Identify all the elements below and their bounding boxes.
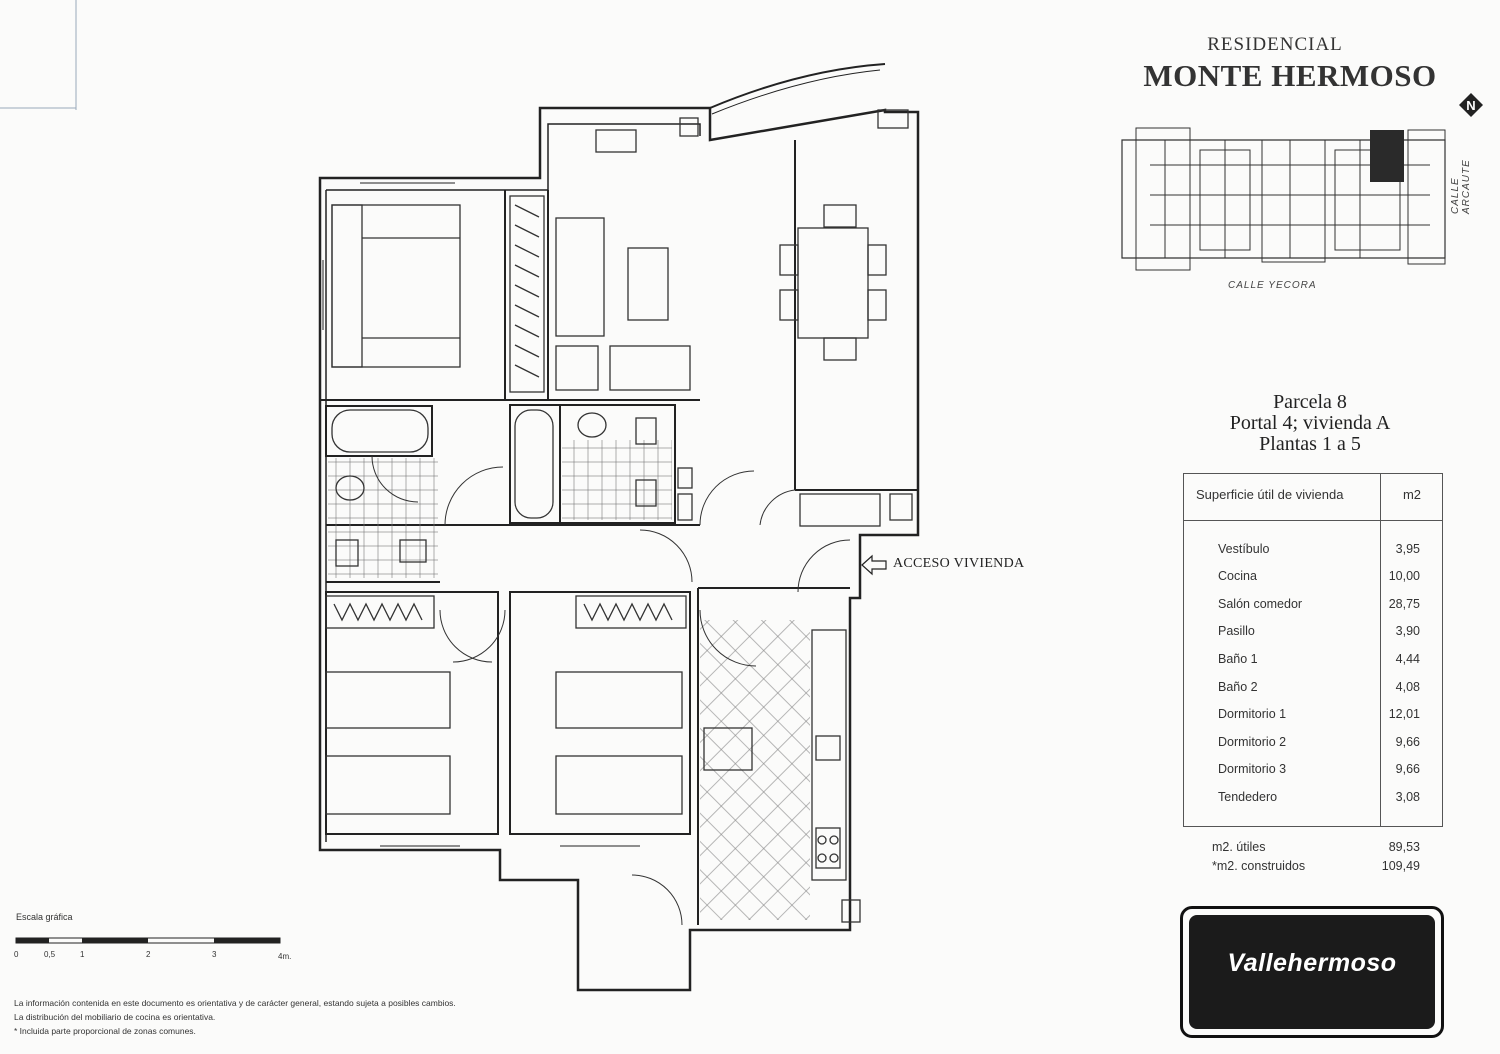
street-label-arcaute: CALLE ARCAUTE (1450, 159, 1472, 214)
total-built: *m2. construidos 109,49 (1212, 859, 1420, 873)
bath1-tiles (328, 458, 438, 578)
table-row: Cocina 10,00 (1218, 569, 1420, 583)
north-icon (1458, 92, 1484, 118)
logo-text: Vallehermoso (1227, 949, 1397, 977)
site-map (1122, 128, 1445, 270)
disclaimer-line: La información contenida en este documento es orientativa y de carácter general, estando sujeta a posibles cambios. (14, 998, 456, 1008)
table-header (1184, 474, 1442, 521)
unit-info (1190, 392, 1430, 455)
scale-tick: 0,5 (44, 950, 56, 959)
table-header-label: Superficie útil de vivienda (1196, 487, 1344, 502)
table-row: Dormitorio 2 9,66 (1218, 735, 1420, 749)
scale-tick: 4m. (278, 952, 292, 961)
scale-bar (16, 938, 280, 943)
table-header-unit: m2 (1402, 487, 1422, 502)
disclaimer-line: La distribución del mobiliario de cocina es orientativa. (14, 1012, 216, 1022)
access-arrow-icon (862, 556, 886, 574)
table-row: Salón comedor 28,75 (1218, 597, 1420, 611)
residencial-label: RESIDENCIAL (1207, 34, 1343, 55)
disclaimer-line: * Incluida parte proporcional de zonas comunes. (14, 1026, 196, 1036)
table-row: Pasillo 3,90 (1218, 624, 1420, 638)
scale-tick: 2 (146, 950, 151, 959)
total-useful: m2. útiles 89,53 (1212, 840, 1420, 854)
table-row: Dormitorio 1 12,01 (1218, 707, 1420, 721)
svg-text:N: N (1466, 98, 1476, 113)
scale-tick: 3 (212, 950, 217, 959)
table-row: Baño 2 4,08 (1218, 680, 1420, 694)
surface-table (1183, 473, 1443, 827)
curved-window-inner (712, 70, 880, 114)
vallehermoso-logo (1180, 906, 1444, 1038)
scale-tick: 1 (80, 950, 85, 959)
table-row: Baño 1 4,44 (1218, 652, 1420, 666)
access-label: ACCESO VIVIENDA (893, 556, 1025, 571)
parcela-label: Parcela 8 (1273, 391, 1347, 413)
scale-tick: 0 (14, 950, 19, 959)
table-row: Tendedero 3,08 (1218, 790, 1420, 804)
scale-title: Escala gráfica (16, 912, 73, 922)
table-row: Vestíbulo 3,95 (1218, 542, 1420, 556)
development-name: MONTE HERMOSO (1143, 58, 1437, 93)
plantas-label: Plantas 1 a 5 (1259, 433, 1361, 455)
portal-label: Portal 4; vivienda A (1229, 412, 1391, 434)
street-label-yecora: CALLE YECORA (1228, 280, 1317, 291)
curved-window (710, 64, 885, 108)
table-row: Dormitorio 3 9,66 (1218, 762, 1420, 776)
